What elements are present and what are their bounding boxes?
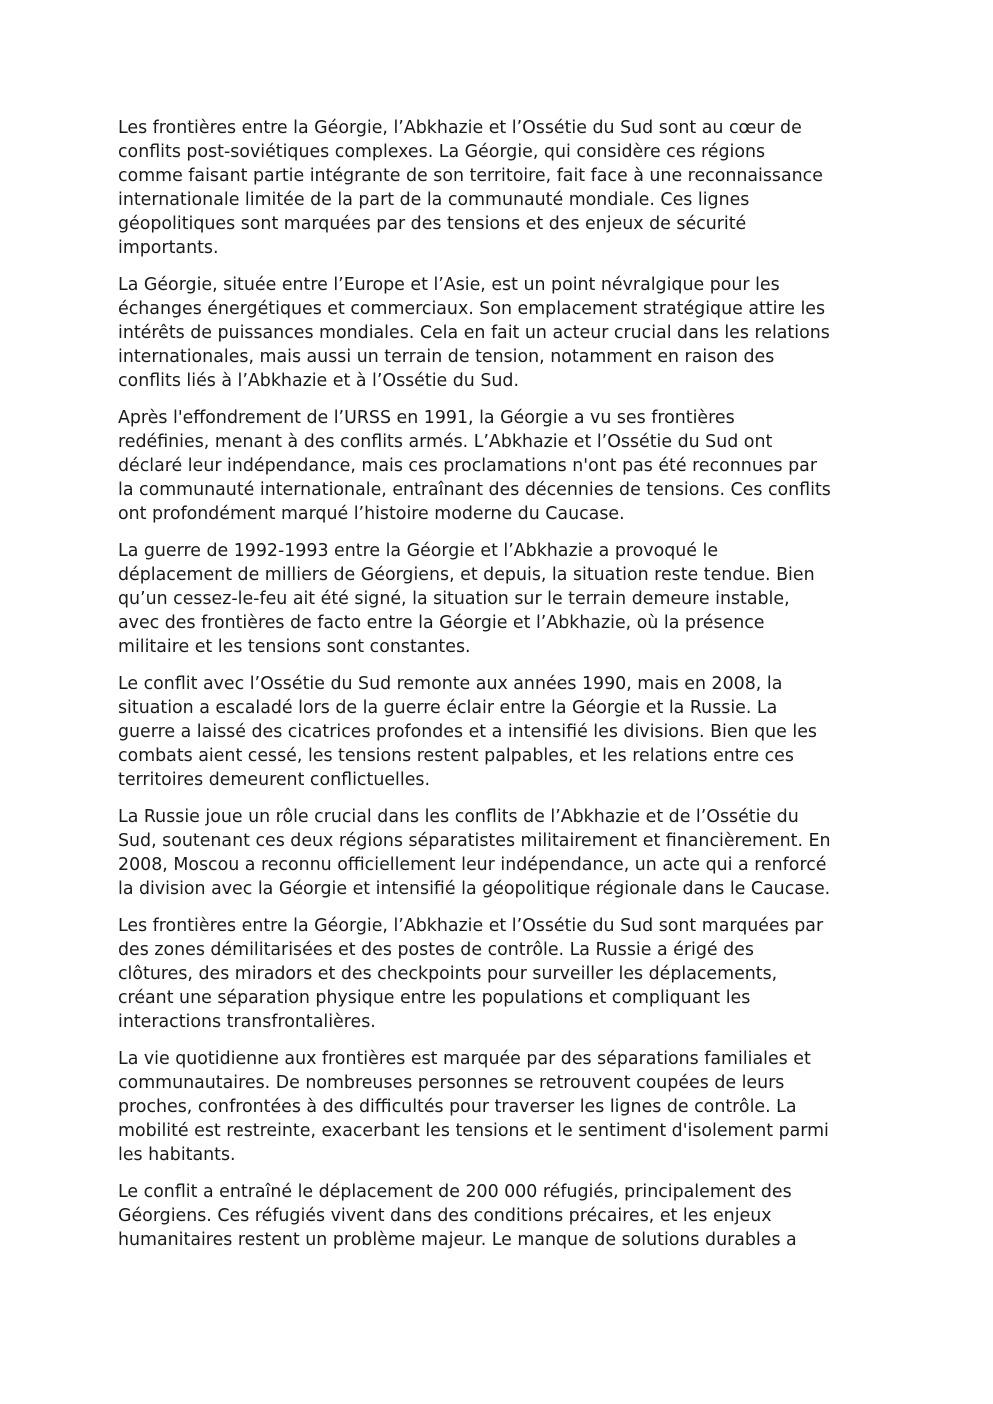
paragraph — [118, 1180, 876, 1252]
text-line: internationales, mais aussi un terrain de tension, notamment en raison des — [118, 347, 775, 367]
text-line: La Russie joue un rôle crucial dans les conflits de l’Abkhazie et de l’Ossétie du — [118, 807, 799, 827]
text-line: La guerre de 1992-1993 entre la Géorgie et l’Abkhazie a provoqué le — [118, 541, 719, 561]
paragraph — [118, 273, 876, 393]
text-line: La Géorgie, située entre l’Europe et l’Asie, est un point névralgique pour les — [118, 275, 780, 295]
text-line: qu’un cessez-le-feu ait été signé, la situation sur le terrain demeure instable, — [118, 589, 790, 609]
text-line: échanges énergétiques et commerciaux. Son emplacement stratégique attire les — [118, 299, 826, 319]
paragraph — [118, 116, 876, 260]
text-line: Sud, soutenant ces deux régions séparatistes militairement et financièrement. En — [118, 831, 831, 851]
paragraph — [118, 1047, 876, 1167]
text-line: combats aient cessé, les tensions restent palpables, et les relations entre ces — [118, 746, 794, 766]
text-line: ont profondément marqué l’histoire moderne du Caucase. — [118, 504, 625, 524]
text-line: communautaires. De nombreuses personnes se retrouvent coupées de leurs — [118, 1073, 785, 1093]
text-line: interactions transfrontalières. — [118, 1012, 376, 1032]
text-line: Les frontières entre la Géorgie, l’Abkhazie et l’Ossétie du Sud sont au cœur de — [118, 118, 802, 138]
text-line: humanitaires restent un problème majeur. Le manque de solutions durables a — [118, 1230, 797, 1250]
text-line: importants. — [118, 238, 219, 258]
paragraph — [118, 805, 876, 901]
text-line: situation a escaladé lors de la guerre éclair entre la Géorgie et la Russie. La — [118, 698, 778, 718]
text-line: Les frontières entre la Géorgie, l’Abkhazie et l’Ossétie du Sud sont marquées par — [118, 916, 824, 936]
text-line: Le conflit a entraîné le déplacement de 200 000 réfugiés, principalement des — [118, 1182, 792, 1202]
text-line: intérêts de puissances mondiales. Cela en fait un acteur crucial dans les relations — [118, 323, 830, 343]
text-line: la communauté internationale, entraînant des décennies de tensions. Ces conflits — [118, 480, 831, 500]
paragraph — [118, 914, 876, 1034]
text-line: Géorgiens. Ces réfugiés vivent dans des conditions précaires, et les enjeux — [118, 1206, 772, 1226]
text-line: géopolitiques sont marquées par des tensions et des enjeux de sécurité — [118, 214, 747, 234]
text-line: territoires demeurent conflictuelles. — [118, 770, 430, 790]
paragraph — [118, 406, 876, 526]
text-line: clôtures, des miradors et des checkpoints pour surveiller les déplacements, — [118, 964, 778, 984]
text-line: avec des frontières de facto entre la Géorgie et l’Abkhazie, où la présence — [118, 613, 765, 633]
text-line: guerre a laissé des cicatrices profondes et a intensifié les divisions. Bien que les — [118, 722, 817, 742]
text-line: conflits post-soviétiques complexes. La Géorgie, qui considère ces régions — [118, 142, 766, 162]
text-line: la division avec la Géorgie et intensifié la géopolitique régionale dans le Caucase. — [118, 879, 831, 899]
text-line: déplacement de milliers de Géorgiens, et depuis, la situation reste tendue. Bien — [118, 565, 815, 585]
text-line: redéfinies, menant à des conflits armés. L’Abkhazie et l’Ossétie du Sud ont — [118, 432, 773, 452]
text-line: des zones démilitarisées et des postes de contrôle. La Russie a érigé des — [118, 940, 754, 960]
text-line: les habitants. — [118, 1145, 236, 1165]
text-line: La vie quotidienne aux frontières est marquée par des séparations familiales et — [118, 1049, 811, 1069]
text-line: créant une séparation physique entre les populations et compliquant les — [118, 988, 751, 1008]
text-line: Le conflit avec l’Ossétie du Sud remonte aux années 1990, mais en 2008, la — [118, 674, 783, 694]
text-line: déclaré leur indépendance, mais ces proclamations n'ont pas été reconnues par — [118, 456, 817, 476]
text-line: Après l'effondrement de l’URSS en 1991, la Géorgie a vu ses frontières — [118, 408, 735, 428]
text-line: proches, confrontées à des difficultés pour traverser les lignes de contrôle. La — [118, 1097, 797, 1117]
paragraph — [118, 672, 876, 792]
text-line: conflits liés à l’Abkhazie et à l’Ossétie du Sud. — [118, 371, 519, 391]
text-line: 2008, Moscou a reconnu officiellement leur indépendance, un acte qui a renforcé — [118, 855, 827, 875]
text-line: mobilité est restreinte, exacerbant les tensions et le sentiment d'isolement parmi — [118, 1121, 829, 1141]
document-body — [118, 116, 876, 1265]
text-line: internationale limitée de la part de la communauté mondiale. Ces lignes — [118, 190, 750, 210]
paragraph — [118, 539, 876, 659]
text-line: comme faisant partie intégrante de son territoire, fait face à une reconnaissance — [118, 166, 823, 186]
text-line: militaire et les tensions sont constantes. — [118, 637, 471, 657]
